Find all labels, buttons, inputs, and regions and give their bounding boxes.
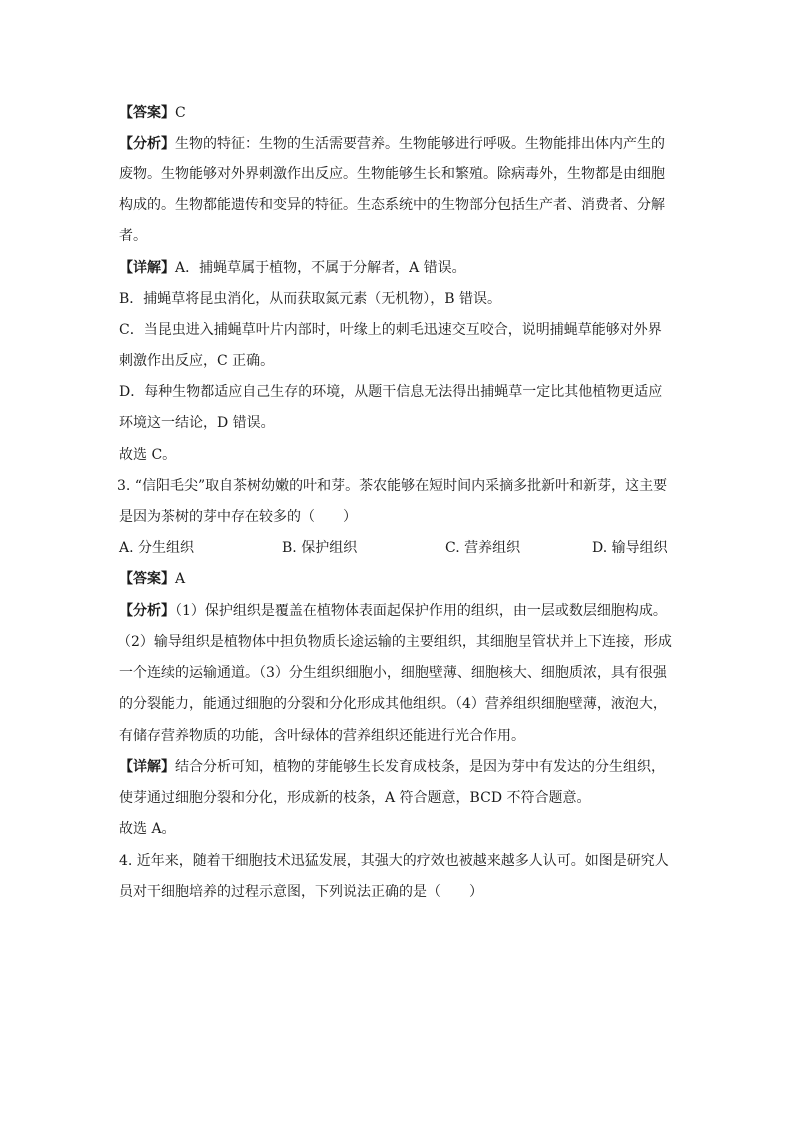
q3-analysis-line: 有储存营养物质的功能，含叶绿体的营养组织还能进行光合作用。 — [119, 728, 525, 744]
q2-analysis-line: 构成的。生物都能遗传和变异的特征。生态系统中的生物部分包括生产者、消费者、分解 — [119, 197, 665, 213]
q3-analysis-line: 【分析】（1）保护组织是覆盖在植物体表面起保护作用的组织，由一层或数层细胞构成。 — [119, 603, 667, 619]
q3-stem-line: 3. “信阳毛尖”取自茶树幼嫩的叶和芽。茶农能够在短时间内采摘多批新叶和新芽，这主要 — [117, 478, 668, 494]
q4-stem-line: 4. 近年来，随着干细胞技术迅猛发展，其强大的疗效也被越来越多人认可。如图是研究人 — [119, 853, 669, 869]
q2-conclusion: 故选 C。 — [119, 447, 177, 463]
q2-detail-line: 刺激作出反应，C 正确。 — [119, 353, 275, 369]
q3-option-a: A. 分生组织 — [119, 540, 195, 556]
answer-tag: 【答案】 — [119, 105, 175, 121]
q3-option-d: D. 输导组织 — [592, 540, 668, 556]
q2-analysis-line: 【分析】生物的特征：生物的生活需要营养。生物能够进行呼吸。生物能排出体内产生的 — [119, 136, 665, 152]
q3-analysis-line: 的分裂能力，能通过细胞的分裂和分化形成其他组织。（4）营养组织细胞壁薄，液泡大， — [119, 696, 667, 712]
q2-detail-line: 环境这一结论，D 错误。 — [119, 415, 275, 431]
detail-tag: 【详解】 — [119, 759, 175, 775]
q3-option-b: B. 保护组织 — [282, 540, 358, 556]
q3-option-c: C. 营养组织 — [445, 540, 521, 556]
analysis-tag: 【分析】 — [119, 603, 175, 619]
q3-detail-line: 【详解】结合分析可知，植物的芽能够生长发育成枝条，是因为芽中有发达的分生组织， — [119, 759, 665, 775]
q3-detail-line: 使芽通过细胞分裂和分化，形成新的枝条，A 符合题意，BCD 不符合题意。 — [119, 790, 591, 806]
q3-analysis-line: 一个连续的运输通道。（3）分生组织细胞小，细胞壁薄、细胞核大、细胞质浓，具有很强 — [119, 665, 667, 681]
q2-analysis-line: 者。 — [119, 228, 147, 244]
answer-tag: 【答案】 — [119, 571, 175, 587]
detail-tag: 【详解】 — [119, 260, 175, 276]
answer-value: A — [175, 571, 186, 587]
q2-detail-line: 【详解】A．捕蝇草属于植物，不属于分解者，A 错误。 — [119, 260, 466, 276]
q2-detail-line: C．当昆虫进入捕蝇草叶片内部时，叶缘上的刺毛迅速交互咬合，说明捕蝇草能够对外界 — [119, 322, 662, 338]
q3-answer — [119, 569, 185, 589]
answer-value: C — [175, 105, 186, 121]
q2-analysis-line: 废物。生物能够对外界刺激作出反应。生物能够生长和繁殖。除病毒外，生物都是由细胞 — [119, 166, 665, 182]
q3-conclusion: 故选 A。 — [119, 821, 176, 837]
q3-stem-line: 是因为茶树的芽中存在较多的（ ） — [119, 509, 357, 525]
q2-detail-line: D．每种生物都适应自己生存的环境，从题干信息无法得出捕蝇草一定比其他植物更适应 — [119, 384, 663, 400]
q2-answer — [119, 103, 186, 123]
q2-detail-line: B．捕蝇草将昆虫消化，从而获取氮元素（无机物），B 错误。 — [119, 291, 502, 307]
q3-analysis-line: （2）输导组织是植物体中担负物质长途运输的主要组织，其细胞呈管状并上下连接，形成 — [117, 634, 672, 650]
q4-stem-line: 员对干细胞培养的过程示意图，下列说法正确的是（ ） — [119, 884, 483, 900]
analysis-tag: 【分析】 — [119, 136, 175, 152]
